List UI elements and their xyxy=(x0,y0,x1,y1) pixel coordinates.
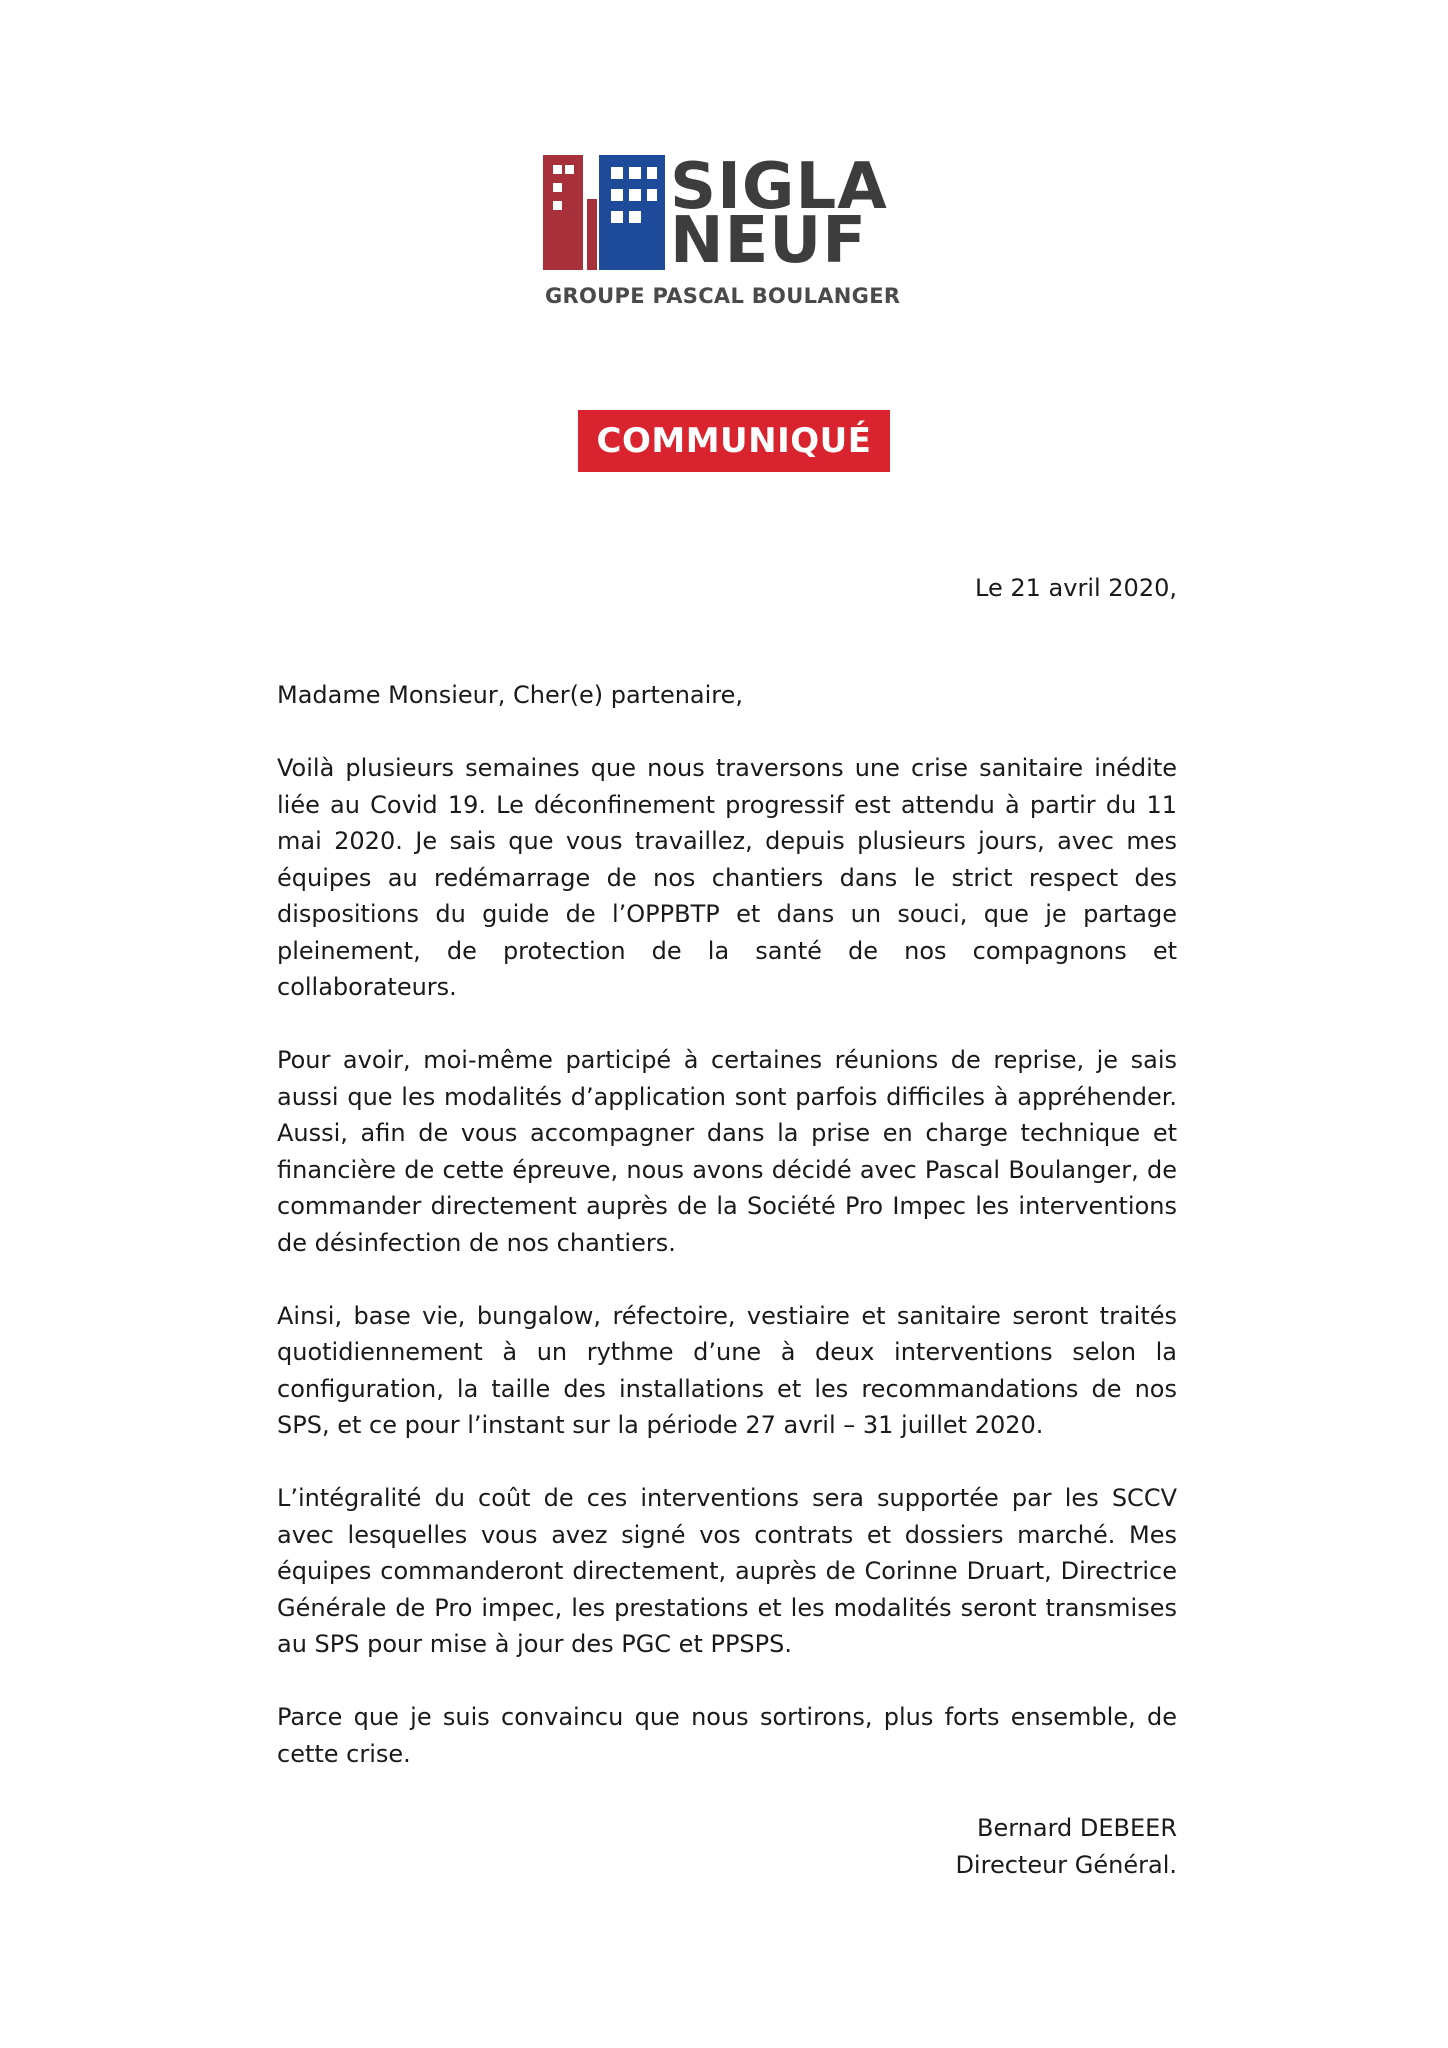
signature-block xyxy=(955,1810,1177,1884)
letter-paragraph-3: Ainsi, base vie, bungalow, réfectoire, vestiaire et sanitaire seront traités quotidiennement à un rythme d’une à deux interventions selon la configuration, la taille des installations et les recommandations de nos SPS, et ce pour l’instant sur la période 27 avril – 31 juillet 2020. xyxy=(277,1301,1177,1439)
logo-tagline: GROUPE PASCAL BOULANGER xyxy=(545,284,901,308)
signature-name: Bernard DEBEER xyxy=(976,1814,1177,1842)
logo-word-neuf: NEUF xyxy=(670,204,867,278)
signature-title: Directeur Général. xyxy=(955,1851,1177,1879)
letter-paragraph-5: Parce que je suis convaincu que nous sortirons, plus forts ensemble, de cette crise. xyxy=(277,1703,1177,1768)
letter-greeting: Madame Monsieur, Cher(e) partenaire, xyxy=(277,681,744,709)
building-logo-icon xyxy=(543,153,668,273)
communique-banner: COMMUNIQUÉ xyxy=(578,410,890,472)
logo-word-sigla: SIGLA xyxy=(670,150,888,224)
letter-paragraph-1: Voilà plusieurs semaines que nous traversons une crise sanitaire inédite liée au Covid 19. Le déconfinement progressif est attendu à partir du 11 mai 2020. Je sais que vous travaillez, depuis plusieurs jours, avec mes équipes au redémarrage de nos chantiers dans le strict respect des dispositions du guide de l’OPPBTP et dans un souci, que je partage pleinement, de protection de la santé de nos compagnons et collaborateurs. xyxy=(277,754,1177,1001)
letter-body xyxy=(277,677,1177,1809)
letter-date: Le 21 avril 2020, xyxy=(975,574,1177,602)
company-logo xyxy=(543,150,913,313)
letter-paragraph-4: L’intégralité du coût de ces interventions sera supportée par les SCCV avec lesquelles vous avez signé vos contrats et dossiers marché. Mes équipes commanderont directement, auprès de Corinne Druart, Directrice Générale de Pro impec, les prestations et les modalités seront transmises au SPS pour mise à jour des PGC et PPSPS. xyxy=(277,1484,1177,1658)
letter-paragraph-2: Pour avoir, moi-même participé à certaines réunions de reprise, je sais aussi que les modalités d’application sont parfois difficiles à appréhender. Aussi, afin de vous accompagner dans la prise en charge technique et financière de cette épreuve, nous avons décidé avec Pascal Boulanger, de commander directement auprès de la Société Pro Impec les interventions de désinfection de nos chantiers. xyxy=(277,1046,1177,1257)
